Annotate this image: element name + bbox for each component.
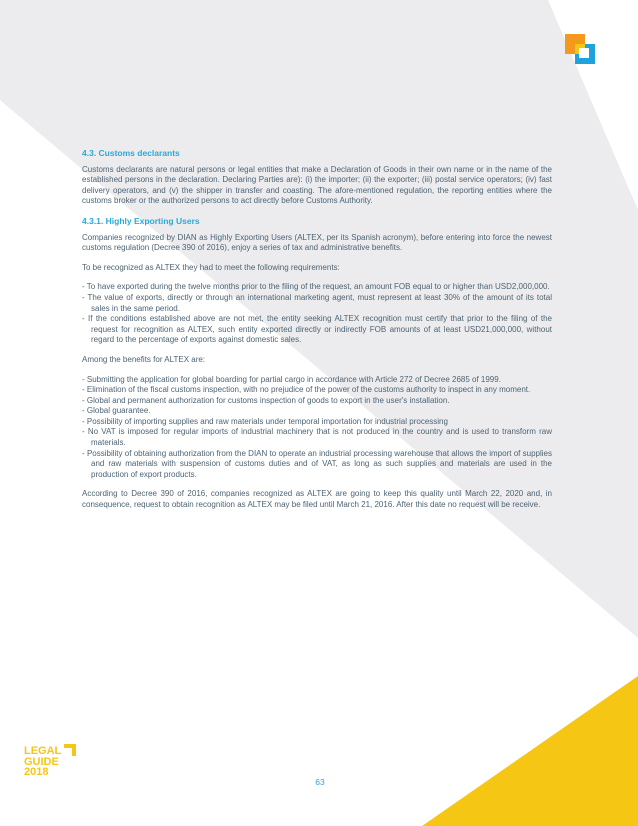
section-heading: 4.3. Customs declarants: [82, 148, 180, 158]
requirement-item: - If the conditions established above are not met, the entity seeking ALTEX recognition must certify that prior to the filing of the request for recognition as ALTEX, such entity exported directly or indirectly FOB amounts of at least USD21,000,000, without regard to the percentage of exports against domestic sales.: [82, 314, 552, 346]
requirement-item: - The value of exports, directly or through an international marketing agent, must represent at least 30% of the amount of its total sales in the same period.: [82, 293, 552, 314]
guide-line-legal: LEGAL: [24, 745, 62, 757]
guide-line-guide: GUIDE: [24, 755, 59, 768]
benefit-item: - Possibility of importing supplies and raw materials under temporal importation for industrial processing: [82, 417, 552, 428]
closing-paragraph: According to Decree 390 of 2016, companies recognized as ALTEX are going to keep this quality until March 22, 2020 and, in consequence, request to obtain recognition as ALTEX may be filed until March 21, 2016. After this date no request will be receive.: [82, 489, 552, 510]
benefit-item: - Submitting the application for global boarding for partial cargo in accordance with Article 272 of Decree 2685 of 1999.: [82, 375, 552, 386]
guide-year: 2018: [24, 766, 49, 778]
subsection-intro: Companies recognized by DIAN as Highly Exporting Users (ALTEX, per its Spanish acronym), before entering into force the newest customs regulation (Decree 390 of 2016), enjoy a series of tax and administrative benefits.: [82, 232, 552, 253]
benefits-list: [82, 375, 552, 481]
benefit-item: - Elimination of the fiscal customs inspection, with no prejudice of the power of the customs authority to inspect in any moment.: [82, 385, 552, 396]
page-number: 63: [315, 777, 325, 787]
benefit-item: - Possibility of obtaining authorization from the DIAN to operate an industrial processing warehouse that allows the import of supplies and raw materials with suspension of customs duties and of VAT, as long as such supplies and materials are used in the production of export products.: [82, 449, 552, 481]
benefit-item: - No VAT is imposed for regular imports of industrial machinery that is not produced in the country and is used to transform raw materials.: [82, 427, 552, 448]
section-paragraph: Customs declarants are natural persons or legal entities that make a Declaration of Goods in their own name or in the name of the established persons in the declaration. Declaring Parties are): (i) the importer; (ii) the exporter; (iii) postal service operators; (iv) fast delivery operators, and (v) the shipper in transfer and coasting. The afore-mentioned regulation, the reporting entities where the customs broker or the authorized persons to act directly before Customs Authority.: [82, 164, 552, 206]
requirements-intro: To be recognized as ALTEX they had to meet the following requirements:: [82, 262, 340, 272]
document-body: [82, 148, 552, 520]
legal-guide-badge: [24, 746, 84, 778]
benefit-item: - Global and permanent authorization for customs inspection of goods to export in the user's installation.: [82, 396, 552, 407]
requirements-list: [82, 282, 552, 346]
benefit-item: - Global guarantee.: [82, 406, 552, 417]
yellow-corner-triangle: [422, 676, 638, 826]
requirement-item: - To have exported during the twelve months prior to the filing of the request, an amount FOB equal to or higher than USD2,000,000.: [82, 282, 552, 293]
benefits-intro: Among the benefits for ALTEX are:: [82, 354, 206, 364]
brand-logo-icon: [565, 34, 597, 66]
subsection-heading: 4.3.1. Highly Exporting Users: [82, 215, 200, 226]
